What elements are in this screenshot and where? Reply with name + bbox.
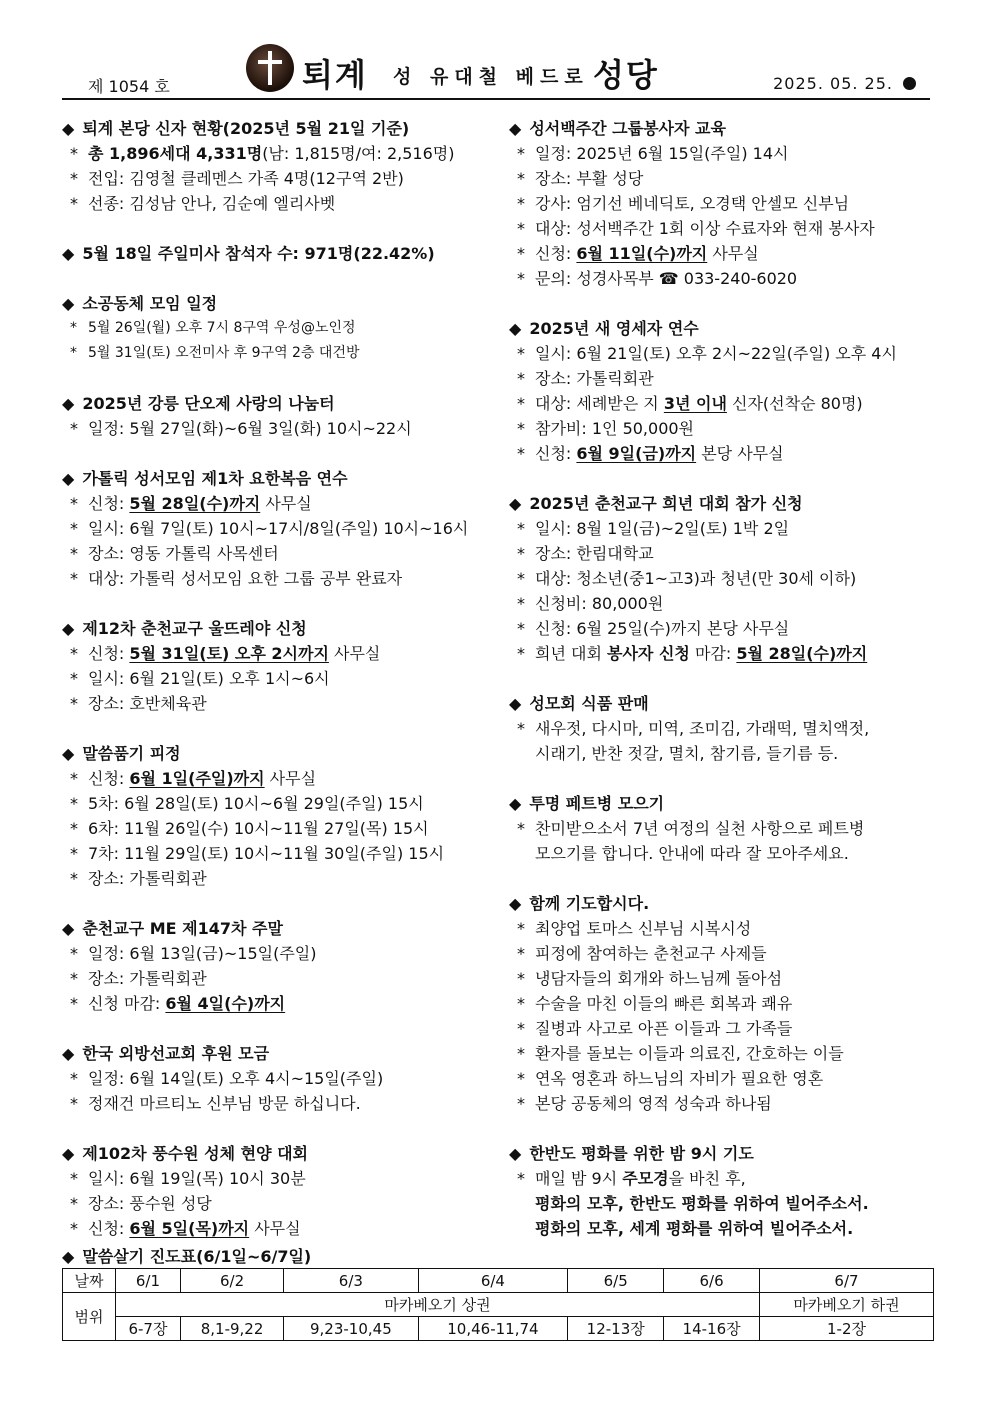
item-text: 사무실	[264, 769, 317, 788]
list-item	[509, 1041, 949, 1066]
asterisk-bullet-icon: *	[517, 1094, 525, 1113]
notice-section	[62, 916, 502, 1016]
item-text: 사무실	[260, 494, 312, 513]
list-item	[509, 266, 949, 291]
section-title	[509, 316, 949, 341]
asterisk-bullet-icon: *	[517, 544, 525, 563]
item-text: 5월 26일(월) 오후 7시 8구역 우성@노인정	[88, 320, 356, 336]
list-item	[62, 841, 502, 866]
list-item-continuation	[509, 841, 949, 866]
parish-patron: 성 유대철 베드로	[393, 66, 589, 88]
diamond-bullet-icon: ◆	[509, 694, 522, 713]
item-text: 장소: 영동 가톨릭 사목센터	[88, 544, 279, 563]
section-title	[62, 1141, 502, 1166]
asterisk-bullet-icon: *	[70, 769, 78, 788]
notice-section	[62, 391, 502, 441]
section-title	[62, 116, 502, 141]
notice-section	[509, 491, 949, 666]
item-text: 5월 31일(토) 오후 2시까지	[129, 644, 329, 663]
asterisk-bullet-icon: *	[70, 944, 78, 963]
item-text: 정재건 마르티노 신부님 방문 하십니다.	[88, 1094, 361, 1113]
asterisk-bullet-icon: *	[70, 519, 78, 538]
asterisk-bullet-icon: *	[517, 919, 525, 938]
list-item	[509, 191, 949, 216]
item-text: 전입: 김영철 클레멘스 가족 4명(12구역 2반)	[88, 169, 404, 188]
item-text: 5월 28일(수)까지	[129, 494, 261, 513]
item-text: 6월 4일(수)까지	[165, 994, 286, 1013]
item-text: (남: 1,815명/여: 2,516명)	[262, 144, 455, 163]
notice-section	[509, 791, 949, 866]
asterisk-bullet-icon: *	[517, 394, 525, 413]
section-title	[509, 491, 949, 516]
issue-date: 2025. 05. 25.	[773, 74, 916, 93]
item-text: 일정: 5월 27일(화)~6월 3일(화) 10시~22시	[88, 419, 412, 438]
section-title-text: 한반도 평화를 위한 밤 9시 기도	[529, 1144, 754, 1163]
list-item	[62, 541, 502, 566]
section-title-text: 2025년 새 영세자 연수	[529, 319, 699, 338]
asterisk-bullet-icon: *	[70, 844, 78, 863]
diamond-bullet-icon: ◆	[62, 1144, 75, 1163]
item-text: 을 바친 후,	[668, 1169, 746, 1188]
list-item	[62, 566, 502, 591]
left-column	[62, 116, 502, 1266]
reading-schedule-table	[62, 1268, 934, 1341]
asterisk-bullet-icon: *	[517, 569, 525, 588]
list-item	[509, 916, 949, 941]
section-title-text: 가톨릭 성서모임 제1차 요한복음 연수	[82, 469, 348, 488]
section-title	[509, 891, 949, 916]
item-text: 장소: 가톨릭회관	[88, 869, 207, 888]
section-title-text: 2025년 춘천교구 희년 대회 참가 신청	[529, 494, 803, 513]
list-item	[62, 516, 502, 541]
asterisk-bullet-icon: *	[517, 244, 525, 263]
list-item	[509, 641, 949, 666]
item-text: 희년 대회	[535, 644, 607, 663]
bullet-dot-icon	[903, 77, 916, 90]
diamond-bullet-icon: ◆	[509, 319, 522, 338]
section-title	[509, 1141, 949, 1166]
item-text: 신청:	[88, 769, 130, 788]
diamond-bullet-icon: ◆	[62, 1044, 75, 1063]
section-title	[62, 916, 502, 941]
item-text: 일시: 8월 1일(금)~2일(토) 1박 2일	[535, 519, 790, 538]
item-text: 강사: 엄기선 베네딕토, 오경택 안셀모 신부님	[535, 194, 850, 213]
asterisk-bullet-icon: *	[517, 419, 525, 438]
list-item	[509, 166, 949, 191]
list-item	[62, 941, 502, 966]
list-item	[509, 966, 949, 991]
asterisk-bullet-icon: *	[517, 994, 525, 1013]
list-item	[509, 1016, 949, 1041]
diamond-bullet-icon: ◆	[509, 794, 522, 813]
list-item	[62, 866, 502, 891]
list-item	[509, 1066, 949, 1091]
diamond-bullet-icon: ◆	[62, 619, 75, 638]
list-item	[509, 541, 949, 566]
item-text: 6차: 11월 26일(수) 10시~11월 27일(목) 15시	[88, 819, 429, 838]
list-item	[62, 1166, 502, 1191]
item-text: 3년 이내	[663, 394, 727, 413]
book-cell-maccabees-2: 마카베오기 하권	[760, 1293, 934, 1317]
section-title-text: 말씀품기 피정	[82, 744, 181, 763]
parish-suffix: 성당	[593, 56, 659, 94]
list-item	[509, 516, 949, 541]
date-cell: 6/6	[664, 1269, 760, 1293]
diamond-bullet-icon: ◆	[62, 1247, 75, 1266]
list-item	[62, 1066, 502, 1091]
diamond-bullet-icon: ◆	[62, 469, 75, 488]
section-title-text: 소공동체 모임 일정	[82, 294, 218, 313]
item-text: 본당 사무실	[696, 444, 784, 463]
asterisk-bullet-icon: *	[70, 320, 77, 336]
book-cell-maccabees-1: 마카베오기 상권	[116, 1293, 760, 1317]
diamond-bullet-icon: ◆	[62, 244, 75, 263]
asterisk-bullet-icon: *	[70, 1219, 78, 1238]
section-title-text: 함께 기도합시다.	[529, 894, 650, 913]
item-text: 사무실	[707, 244, 759, 263]
asterisk-bullet-icon: *	[517, 619, 525, 638]
list-item	[62, 1191, 502, 1216]
notice-section	[509, 891, 949, 1116]
item-text: 수술을 마친 이들의 빠른 회복과 쾌유	[535, 994, 793, 1013]
diamond-bullet-icon: ◆	[62, 394, 75, 413]
notice-section	[62, 241, 502, 266]
asterisk-bullet-icon: *	[517, 644, 525, 663]
item-text: 신청:	[535, 444, 577, 463]
section-title-text: 제102차 풍수원 성체 현양 대회	[82, 1144, 309, 1163]
asterisk-bullet-icon: *	[70, 419, 78, 438]
item-text: 일시: 6월 7일(토) 10시~17시/8일(주일) 10시~16시	[88, 519, 469, 538]
item-text: 사무실	[328, 644, 381, 663]
asterisk-bullet-icon: *	[517, 144, 525, 163]
item-text: 신청: 6월 25일(수)까지 본당 사무실	[535, 619, 790, 638]
item-text: 새우젓, 다시마, 미역, 조미김, 가래떡, 멸치액젓,	[535, 719, 870, 738]
diamond-bullet-icon: ◆	[509, 494, 522, 513]
item-text: 냉담자들의 회개와 하느님께 돌아섬	[535, 969, 783, 988]
date-cell: 6/5	[568, 1269, 664, 1293]
section-title	[62, 741, 502, 766]
item-text: 6월 5일(목)까지	[129, 1219, 250, 1238]
asterisk-bullet-icon: *	[70, 794, 78, 813]
item-text: 장소: 풍수원 성당	[88, 1194, 212, 1213]
list-item	[62, 641, 502, 666]
asterisk-bullet-icon: *	[517, 194, 525, 213]
item-text: 환자를 돌보는 이들과 의료진, 간호하는 이들	[535, 1044, 844, 1063]
item-text: 5월 28일(수)까지	[736, 644, 868, 663]
list-item	[62, 1216, 502, 1241]
item-text: 선종: 김성남 안나, 김순예 엘리사벳	[88, 194, 336, 213]
item-text: 5차: 6월 28일(토) 10시~6월 29일(주일) 15시	[88, 794, 424, 813]
item-text: 일정: 6월 13일(금)~15일(주일)	[88, 944, 317, 963]
item-text: 장소: 가톨릭회관	[88, 969, 207, 988]
list-item	[509, 391, 949, 416]
notice-section	[62, 741, 502, 891]
section-title-text: 한국 외방선교회 후원 모금	[82, 1044, 270, 1063]
notice-section	[62, 291, 502, 366]
asterisk-bullet-icon: *	[517, 1169, 525, 1188]
asterisk-bullet-icon: *	[517, 519, 525, 538]
asterisk-bullet-icon: *	[517, 594, 525, 613]
section-title	[62, 616, 502, 641]
section-title	[62, 241, 502, 266]
item-text: 신청:	[535, 244, 577, 263]
diamond-bullet-icon: ◆	[62, 919, 75, 938]
list-item	[509, 141, 949, 166]
section-title-text: 퇴계 본당 신자 현황(2025년 5월 21일 기준)	[82, 119, 410, 138]
diamond-bullet-icon: ◆	[62, 294, 75, 313]
item-text: 일시: 6월 21일(토) 오후 2시~22일(주일) 오후 4시	[535, 344, 897, 363]
list-item	[62, 141, 502, 166]
asterisk-bullet-icon: *	[70, 819, 78, 838]
list-item	[509, 991, 949, 1016]
list-item	[62, 691, 502, 716]
section-title	[62, 466, 502, 491]
notice-section	[509, 1141, 949, 1241]
asterisk-bullet-icon: *	[517, 944, 525, 963]
item-text: 피정에 참여하는 춘천교구 사제들	[535, 944, 767, 963]
parish-name: 퇴계	[302, 56, 368, 94]
list-item	[509, 566, 949, 591]
date-cell: 6/3	[284, 1269, 418, 1293]
asterisk-bullet-icon: *	[517, 819, 525, 838]
list-item	[509, 1166, 949, 1191]
asterisk-bullet-icon: *	[70, 544, 78, 563]
item-text: 장소: 호반체육관	[88, 694, 207, 713]
asterisk-bullet-icon: *	[70, 144, 78, 163]
item-text: 본당 공동체의 영적 성숙과 하나됨	[535, 1094, 772, 1113]
list-item	[62, 791, 502, 816]
item-text: 신청 마감:	[88, 994, 166, 1013]
asterisk-bullet-icon: *	[70, 1069, 78, 1088]
asterisk-bullet-icon: *	[70, 694, 78, 713]
notice-section	[509, 116, 949, 291]
range-cell: 12-13장	[568, 1317, 664, 1341]
list-item	[62, 491, 502, 516]
item-text: 연옥 영혼과 하느님의 자비가 필요한 영혼	[535, 1069, 824, 1088]
item-text: 일시: 6월 19일(목) 10시 30분	[88, 1169, 306, 1188]
item-text: 참가비: 1인 50,000원	[535, 419, 695, 438]
right-column	[509, 116, 949, 1266]
item-text: 대상: 성서백주간 1회 이상 수료자와 현재 봉사자	[535, 219, 875, 238]
list-item	[62, 666, 502, 691]
prayer-line: 평화의 모후, 한반도 평화를 위하여 빌어주소서.	[535, 1194, 869, 1213]
item-text: 최양업 토마스 신부님 시복시성	[535, 919, 752, 938]
item-text: 시래기, 반찬 젓갈, 멸치, 참기름, 들기름 등.	[535, 744, 839, 763]
range-cell: 9,23-10,45	[284, 1317, 418, 1341]
item-text: 6월 9일(금)까지	[576, 444, 697, 463]
table-row	[63, 1317, 934, 1341]
asterisk-bullet-icon: *	[70, 194, 78, 213]
asterisk-bullet-icon: *	[70, 569, 78, 588]
item-text: 일정: 2025년 6월 15일(주일) 14시	[535, 144, 789, 163]
diamond-bullet-icon: ◆	[509, 1144, 522, 1163]
section-title-text: 투명 페트병 모으기	[529, 794, 665, 813]
item-text: 신자(선착순 80명)	[726, 394, 863, 413]
date-cell: 6/2	[180, 1269, 283, 1293]
asterisk-bullet-icon: *	[517, 344, 525, 363]
section-title	[509, 791, 949, 816]
item-text: 질병과 사고로 아픈 이들과 그 가족들	[535, 1019, 793, 1038]
asterisk-bullet-icon: *	[70, 1094, 78, 1113]
section-title	[62, 1041, 502, 1066]
notice-section	[62, 466, 502, 591]
list-item	[509, 616, 949, 641]
issue-number: 제 1054 호	[88, 77, 170, 96]
range-cell: 8,1-9,22	[180, 1317, 283, 1341]
list-item	[509, 416, 949, 441]
item-text: 장소: 가톨릭회관	[535, 369, 654, 388]
item-text: 6월 1일(주일)까지	[129, 769, 265, 788]
asterisk-bullet-icon: *	[70, 1169, 78, 1188]
table-row	[63, 1269, 934, 1293]
cross-logo-icon	[246, 44, 294, 92]
diamond-bullet-icon: ◆	[509, 119, 522, 138]
asterisk-bullet-icon: *	[70, 969, 78, 988]
asterisk-bullet-icon: *	[70, 169, 78, 188]
section-title-text: 5월 18일 주일미사 참석자 수: 971명(22.42%)	[82, 244, 435, 263]
range-cell: 14-16장	[664, 1317, 760, 1341]
item-text: 마감:	[689, 644, 737, 663]
asterisk-bullet-icon: *	[517, 1044, 525, 1063]
notice-section	[62, 1141, 502, 1241]
section-title	[509, 691, 949, 716]
section-title-text: 제12차 춘천교구 울뜨레야 신청	[82, 619, 307, 638]
list-item	[509, 716, 949, 741]
item-text: 6월 11일(수)까지	[576, 244, 708, 263]
list-item	[62, 341, 502, 366]
item-text: 일정: 6월 14일(토) 오후 4시~15일(주일)	[88, 1069, 384, 1088]
list-item	[62, 766, 502, 791]
item-text: 신청:	[88, 494, 130, 513]
asterisk-bullet-icon: *	[70, 669, 78, 688]
range-cell: 1-2장	[760, 1317, 934, 1341]
item-text: 대상: 청소년(중1~고3)과 청년(만 30세 이하)	[535, 569, 857, 588]
asterisk-bullet-icon: *	[70, 994, 78, 1013]
list-item	[509, 1091, 949, 1116]
section-title-text: 2025년 강릉 단오제 사랑의 나눔터	[82, 394, 335, 413]
row-header-range: 범위	[63, 1293, 116, 1341]
section-title-text: 춘천교구 ME 제147차 주말	[82, 919, 283, 938]
date-cell: 6/4	[418, 1269, 568, 1293]
list-item	[509, 216, 949, 241]
asterisk-bullet-icon: *	[517, 219, 525, 238]
asterisk-bullet-icon: *	[70, 345, 77, 361]
diamond-bullet-icon: ◆	[509, 894, 522, 913]
asterisk-bullet-icon: *	[517, 1069, 525, 1088]
asterisk-bullet-icon: *	[517, 969, 525, 988]
item-text: 신청:	[88, 1219, 130, 1238]
item-text: 신청비: 80,000원	[535, 594, 664, 613]
diamond-bullet-icon: ◆	[62, 744, 75, 763]
asterisk-bullet-icon: *	[517, 444, 525, 463]
item-text: 주모경	[622, 1169, 669, 1188]
item-text: 매일 밤 9시	[535, 1169, 623, 1188]
item-text: 장소: 부활 성당	[535, 169, 644, 188]
list-item	[62, 191, 502, 216]
item-text: 총 1,896세대 4,331명	[88, 144, 263, 163]
item-text: 대상: 가톨릭 성서모임 요한 그룹 공부 완료자	[88, 569, 403, 588]
notice-section	[62, 1041, 502, 1116]
date-cell: 6/1	[116, 1269, 181, 1293]
section-title	[62, 391, 502, 416]
asterisk-bullet-icon: *	[70, 869, 78, 888]
range-cell: 6-7장	[116, 1317, 181, 1341]
range-cell: 10,46-11,74	[418, 1317, 568, 1341]
list-item	[509, 816, 949, 841]
list-item	[509, 941, 949, 966]
date-cell: 6/7	[760, 1269, 934, 1293]
list-item	[509, 341, 949, 366]
table-row	[63, 1293, 934, 1317]
section-title	[509, 116, 949, 141]
prayer-line: 평화의 모후, 세계 평화를 위하여 빌어주소서.	[535, 1219, 854, 1238]
list-item	[62, 316, 502, 341]
list-item	[509, 241, 949, 266]
item-text: 5월 31일(토) 오전미사 후 9구역 2층 대건방	[88, 345, 360, 361]
item-text: 사무실	[249, 1219, 301, 1238]
list-item	[509, 366, 949, 391]
item-text: 대상: 세례받은 지	[535, 394, 664, 413]
notice-section	[509, 316, 949, 466]
item-text: 7차: 11월 29일(토) 10시~11월 30일(주일) 15시	[88, 844, 445, 863]
item-text: 찬미받으소서 7년 여정의 실천 사항으로 페트병	[535, 819, 865, 838]
schedule-title: ◆ 말씀살기 진도표(6/1일~6/7일)	[62, 1247, 312, 1266]
item-text: 문의: 성경사목부 ☎ 033-240-6020	[535, 269, 798, 288]
list-item	[62, 416, 502, 441]
notice-section	[509, 691, 949, 766]
list-item	[62, 966, 502, 991]
asterisk-bullet-icon: *	[70, 644, 78, 663]
list-item	[62, 991, 502, 1016]
asterisk-bullet-icon: *	[517, 369, 525, 388]
asterisk-bullet-icon: *	[70, 494, 78, 513]
header-rule	[62, 98, 930, 100]
diamond-bullet-icon: ◆	[62, 119, 75, 138]
list-item-continuation	[509, 741, 949, 766]
asterisk-bullet-icon: *	[70, 1194, 78, 1213]
asterisk-bullet-icon: *	[517, 269, 525, 288]
list-item	[509, 591, 949, 616]
masthead	[62, 44, 930, 100]
row-header-date: 날짜	[63, 1269, 116, 1293]
item-text: 일시: 6월 21일(토) 오후 1시~6시	[88, 669, 330, 688]
item-text: 봉사자 신청	[607, 644, 690, 663]
section-title-text: 성모회 식품 판매	[529, 694, 649, 713]
list-item	[62, 816, 502, 841]
asterisk-bullet-icon: *	[517, 719, 525, 738]
item-text: 모으기를 합니다. 안내에 따라 잘 모아주세요.	[535, 844, 849, 863]
section-title	[62, 291, 502, 316]
asterisk-bullet-icon: *	[517, 1019, 525, 1038]
notice-section	[62, 616, 502, 716]
item-text: 신청:	[88, 644, 130, 663]
list-item	[62, 166, 502, 191]
section-title-text: 성서백주간 그룹봉사자 교육	[529, 119, 726, 138]
list-item	[62, 1091, 502, 1116]
asterisk-bullet-icon: *	[517, 169, 525, 188]
list-item	[509, 441, 949, 466]
notice-section	[62, 116, 502, 216]
item-text: 장소: 한림대학교	[535, 544, 654, 563]
